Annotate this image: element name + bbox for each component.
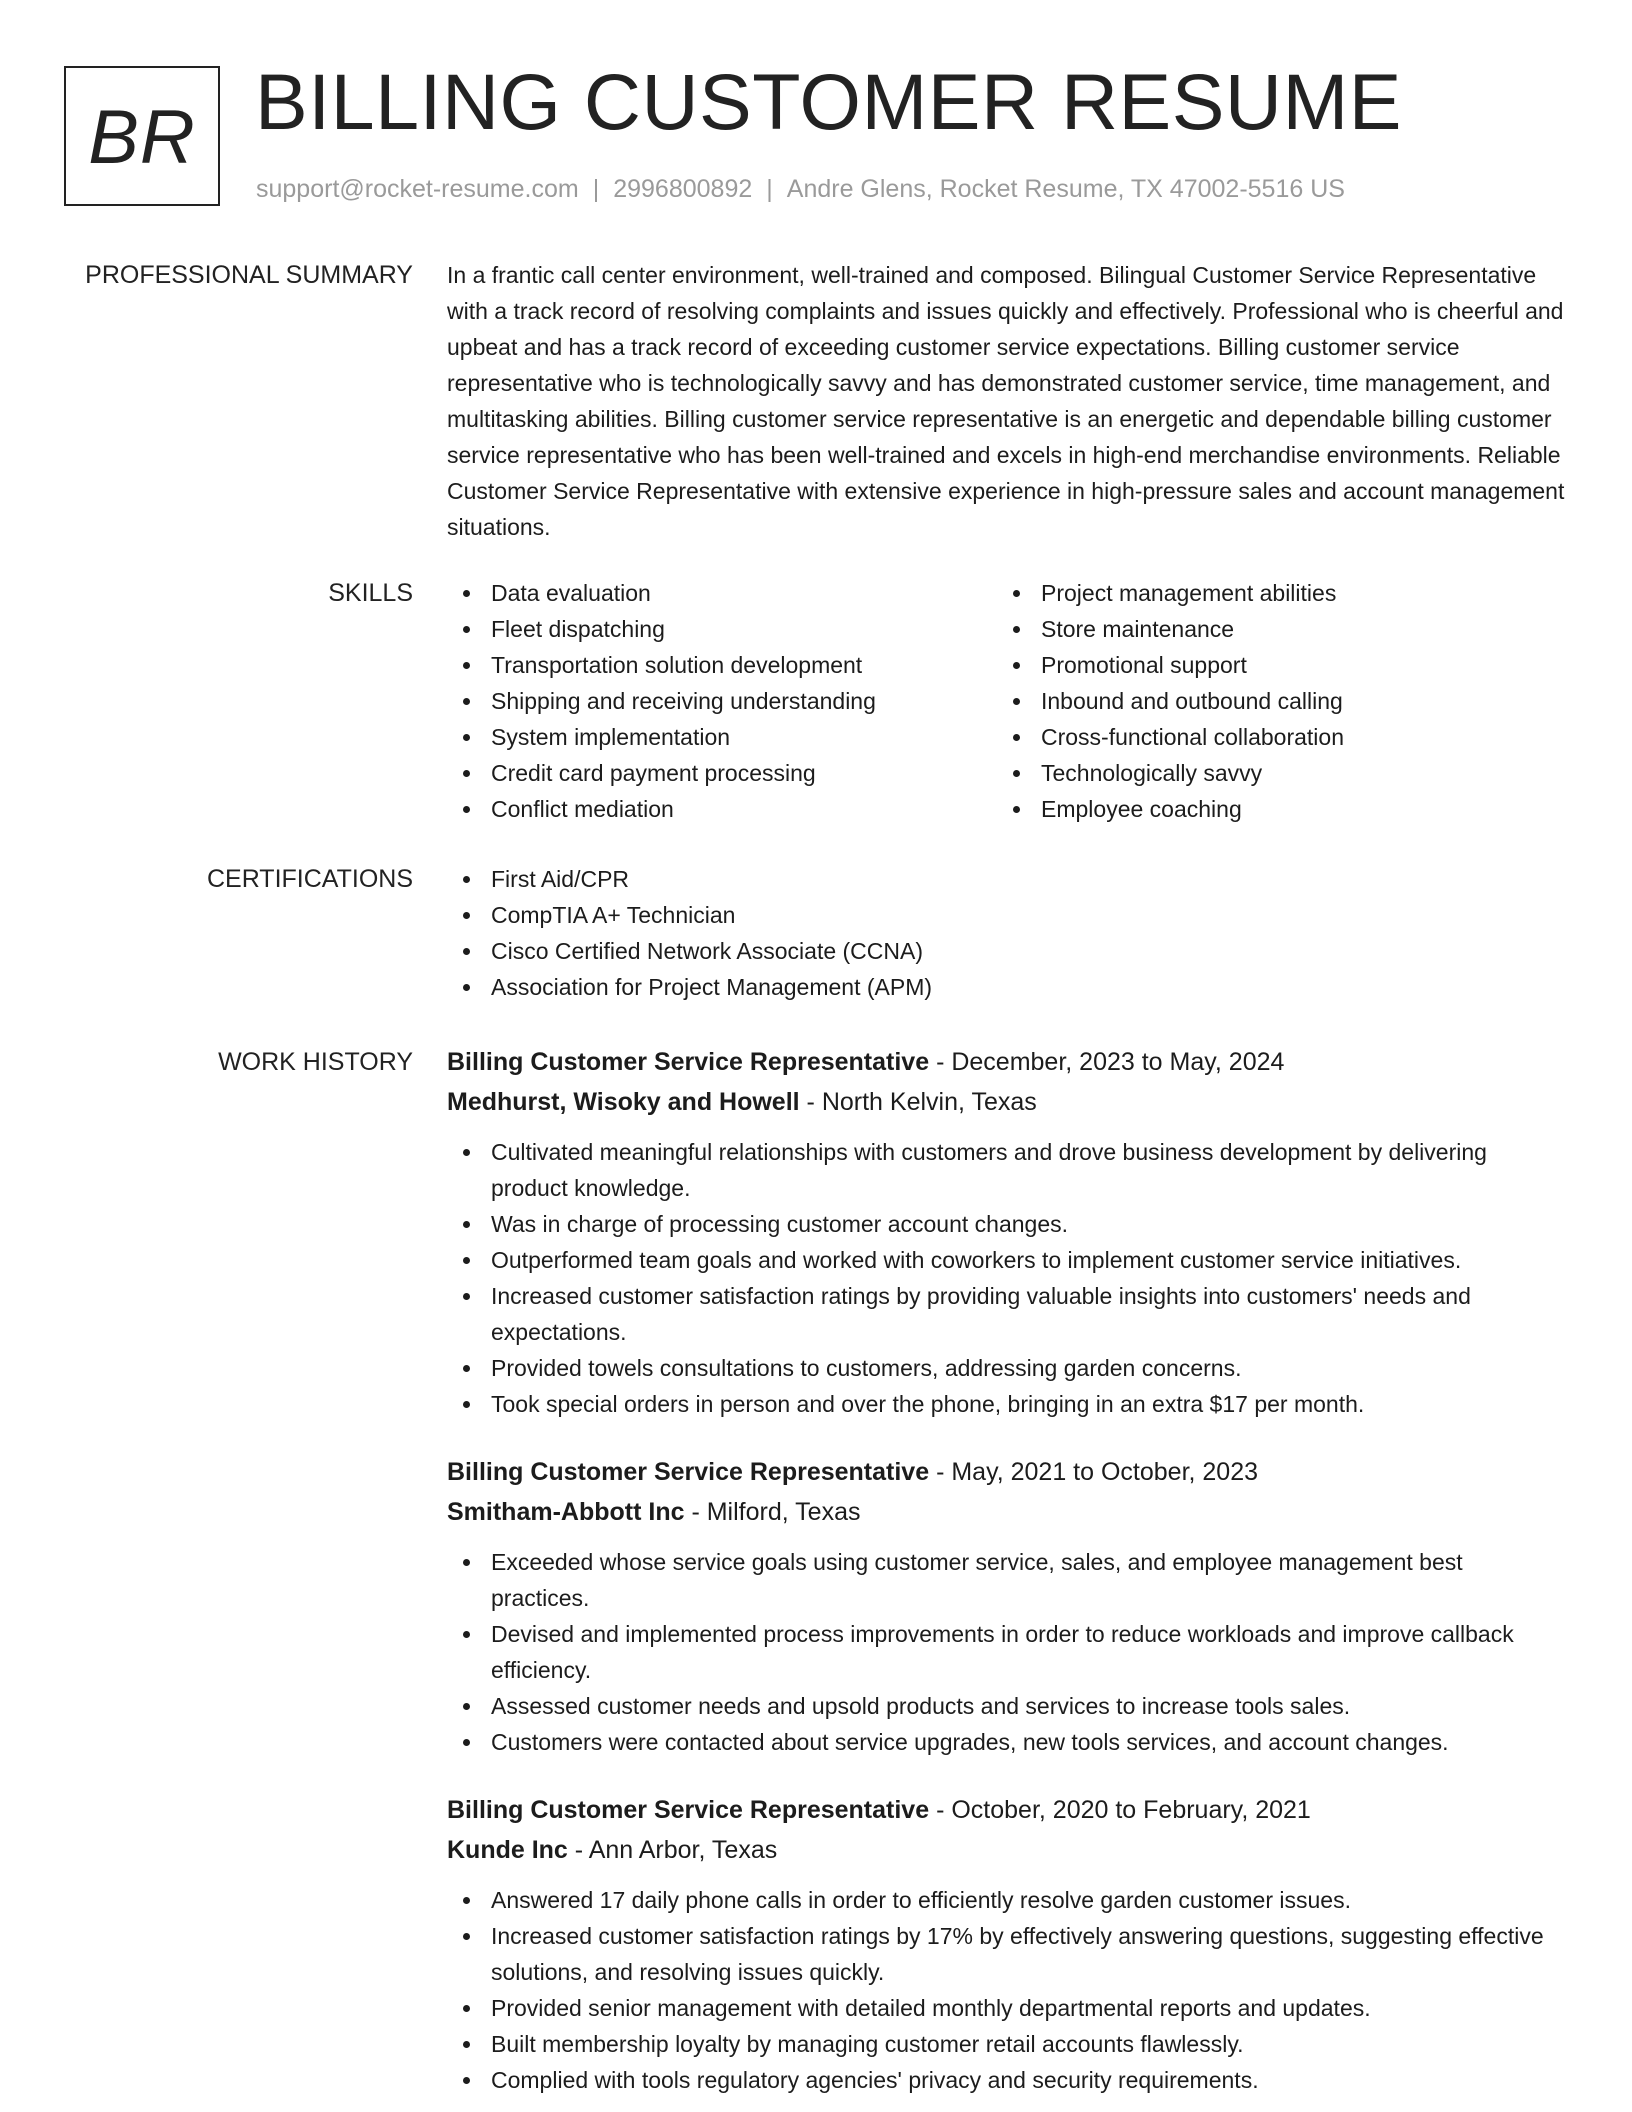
job-title: Billing Customer Service Representative xyxy=(447,1048,930,1076)
skill-item: Store maintenance xyxy=(997,611,1547,647)
job-company: Smitham-Abbott Inc xyxy=(447,1498,685,1526)
job-entry xyxy=(447,1454,1567,1760)
job-duty: Assessed customer needs and upsold products and services to increase tools sales. xyxy=(447,1688,1567,1724)
job-duty: Increased customer satisfaction ratings by 17% by effectively answering questions, suggesting effective solutions, and resolving issues quickly. xyxy=(447,1918,1567,1990)
contact-address: Andre Glens, Rocket Resume, TX 47002-5516 US xyxy=(786,175,1345,203)
job-duty: Exceeded whose service goals using customer service, sales, and employee management best practices. xyxy=(447,1544,1567,1616)
certifications-content xyxy=(447,861,1567,1005)
job-duty: Devised and implemented process improvements in order to reduce workloads and improve callback efficiency. xyxy=(447,1616,1567,1688)
contact-separator: | xyxy=(766,175,773,203)
skill-item: Transportation solution development xyxy=(447,647,997,683)
job-location: North Kelvin, Texas xyxy=(821,1088,1037,1116)
job-company: Kunde Inc xyxy=(447,1836,568,1864)
job-duty: Complied with tools regulatory agencies' privacy and security requirements. xyxy=(447,2062,1567,2098)
certification-item: Cisco Certified Network Associate (CCNA) xyxy=(447,933,1567,969)
skill-item: Shipping and receiving understanding xyxy=(447,683,997,719)
certification-item: First Aid/CPR xyxy=(447,861,1567,897)
skill-item: Technologically savvy xyxy=(997,755,1547,791)
skill-item: Fleet dispatching xyxy=(447,611,997,647)
skill-item: Data evaluation xyxy=(447,575,997,611)
monogram-box xyxy=(64,66,220,206)
job-duty: Answered 17 daily phone calls in order to efficiently resolve garden customer issues. xyxy=(447,1882,1567,1918)
skills-list-right xyxy=(997,575,1547,827)
job-company-line: Smitham-Abbott Inc - Milford, Texas xyxy=(447,1498,861,1526)
skill-item: Cross-functional collaboration xyxy=(997,719,1547,755)
job-duties-list xyxy=(447,1134,1567,1422)
job-dates: October, 2020 to February, 2021 xyxy=(951,1796,1311,1824)
certification-item: CompTIA A+ Technician xyxy=(447,897,1567,933)
job-duties-list xyxy=(447,1544,1567,1760)
job-entry xyxy=(447,1044,1567,1422)
job-duty: Increased customer satisfaction ratings by providing valuable insights into customers' needs and expectations. xyxy=(447,1278,1567,1350)
certification-item: Association for Project Management (APM) xyxy=(447,969,1567,1005)
summary-content xyxy=(447,257,1567,545)
job-duty: Customers were contacted about service upgrades, new tools services, and account changes. xyxy=(447,1724,1567,1760)
skill-item: Conflict mediation xyxy=(447,791,997,827)
contact-separator: | xyxy=(592,175,600,203)
skill-item: Project management abilities xyxy=(997,575,1547,611)
job-title-line: Billing Customer Service Representative - October, 2020 to February, 2021 xyxy=(447,1796,1311,1824)
job-duty: Outperformed team goals and worked with coworkers to implement customer service initiatives. xyxy=(447,1242,1567,1278)
skills-content xyxy=(447,575,1567,827)
job-duty: Was in charge of processing customer account changes. xyxy=(447,1206,1567,1242)
job-duties-list xyxy=(447,1882,1567,2098)
job-duty: Provided senior management with detailed monthly departmental reports and updates. xyxy=(447,1990,1567,2026)
job-company-line: Medhurst, Wisoky and Howell - North Kelvin, Texas xyxy=(447,1088,1037,1116)
skill-item: System implementation xyxy=(447,719,997,755)
certifications-label: CERTIFICATIONS xyxy=(206,865,413,893)
skills-label: SKILLS xyxy=(328,579,413,607)
job-company-line: Kunde Inc - Ann Arbor, Texas xyxy=(447,1836,778,1864)
job-company: Medhurst, Wisoky and Howell xyxy=(447,1088,800,1116)
skill-item: Promotional support xyxy=(997,647,1547,683)
work-history-content xyxy=(447,1044,1567,2098)
job-location: Ann Arbor, Texas xyxy=(588,1836,778,1864)
job-dates: May, 2021 to October, 2023 xyxy=(951,1458,1259,1486)
job-location: Milford, Texas xyxy=(706,1498,861,1526)
job-duty: Took special orders in person and over the phone, bringing in an extra $17 per month. xyxy=(447,1386,1567,1422)
certifications-list xyxy=(447,861,1567,1005)
job-duty: Built membership loyalty by managing customer retail accounts flawlessly. xyxy=(447,2026,1567,2062)
job-duty: Cultivated meaningful relationships with customers and drove business development by delivering product knowledge. xyxy=(447,1134,1567,1206)
job-title: Billing Customer Service Representative xyxy=(447,1458,930,1486)
contact-phone: 2996800892 xyxy=(613,175,753,203)
skills-list-left xyxy=(447,575,997,827)
job-title: Billing Customer Service Representative xyxy=(447,1796,930,1824)
job-duty: Provided towels consultations to customers, addressing garden concerns. xyxy=(447,1350,1567,1386)
skill-item: Credit card payment processing xyxy=(447,755,997,791)
job-title-line: Billing Customer Service Representative - May, 2021 to October, 2023 xyxy=(447,1458,1259,1486)
summary-label: PROFESSIONAL SUMMARY xyxy=(85,261,413,289)
contact-line xyxy=(256,173,1345,205)
resume-title: BILLING CUSTOMER RESUME xyxy=(255,57,1402,146)
job-entry xyxy=(447,1792,1567,2098)
skill-item: Employee coaching xyxy=(997,791,1547,827)
summary-text: In a frantic call center environment, well-trained and composed. Bilingual Customer Service Representative with a track record of resolving complaints and issues quickly and effectively. Professional who is cheerful and upbeat and has a track record of exceeding customer service expectations. Billing customer service representative who is technologically savvy and has demonstrated customer service, time management, and multitasking abilities. Billing customer service representative is an energetic and dependable billing customer service representative who has been well-trained and excels in high-end merchandise environments. Reliable Customer Service Representative with extensive experience in high-pressure sales and account management situations. xyxy=(447,262,1565,540)
job-title-line: Billing Customer Service Representative - December, 2023 to May, 2024 xyxy=(447,1048,1285,1076)
contact-email: support@rocket-resume.com xyxy=(256,175,579,203)
work-history-label: WORK HISTORY xyxy=(218,1048,413,1076)
job-dates: December, 2023 to May, 2024 xyxy=(951,1048,1285,1076)
skill-item: Inbound and outbound calling xyxy=(997,683,1547,719)
monogram-initials: BR xyxy=(88,94,196,180)
